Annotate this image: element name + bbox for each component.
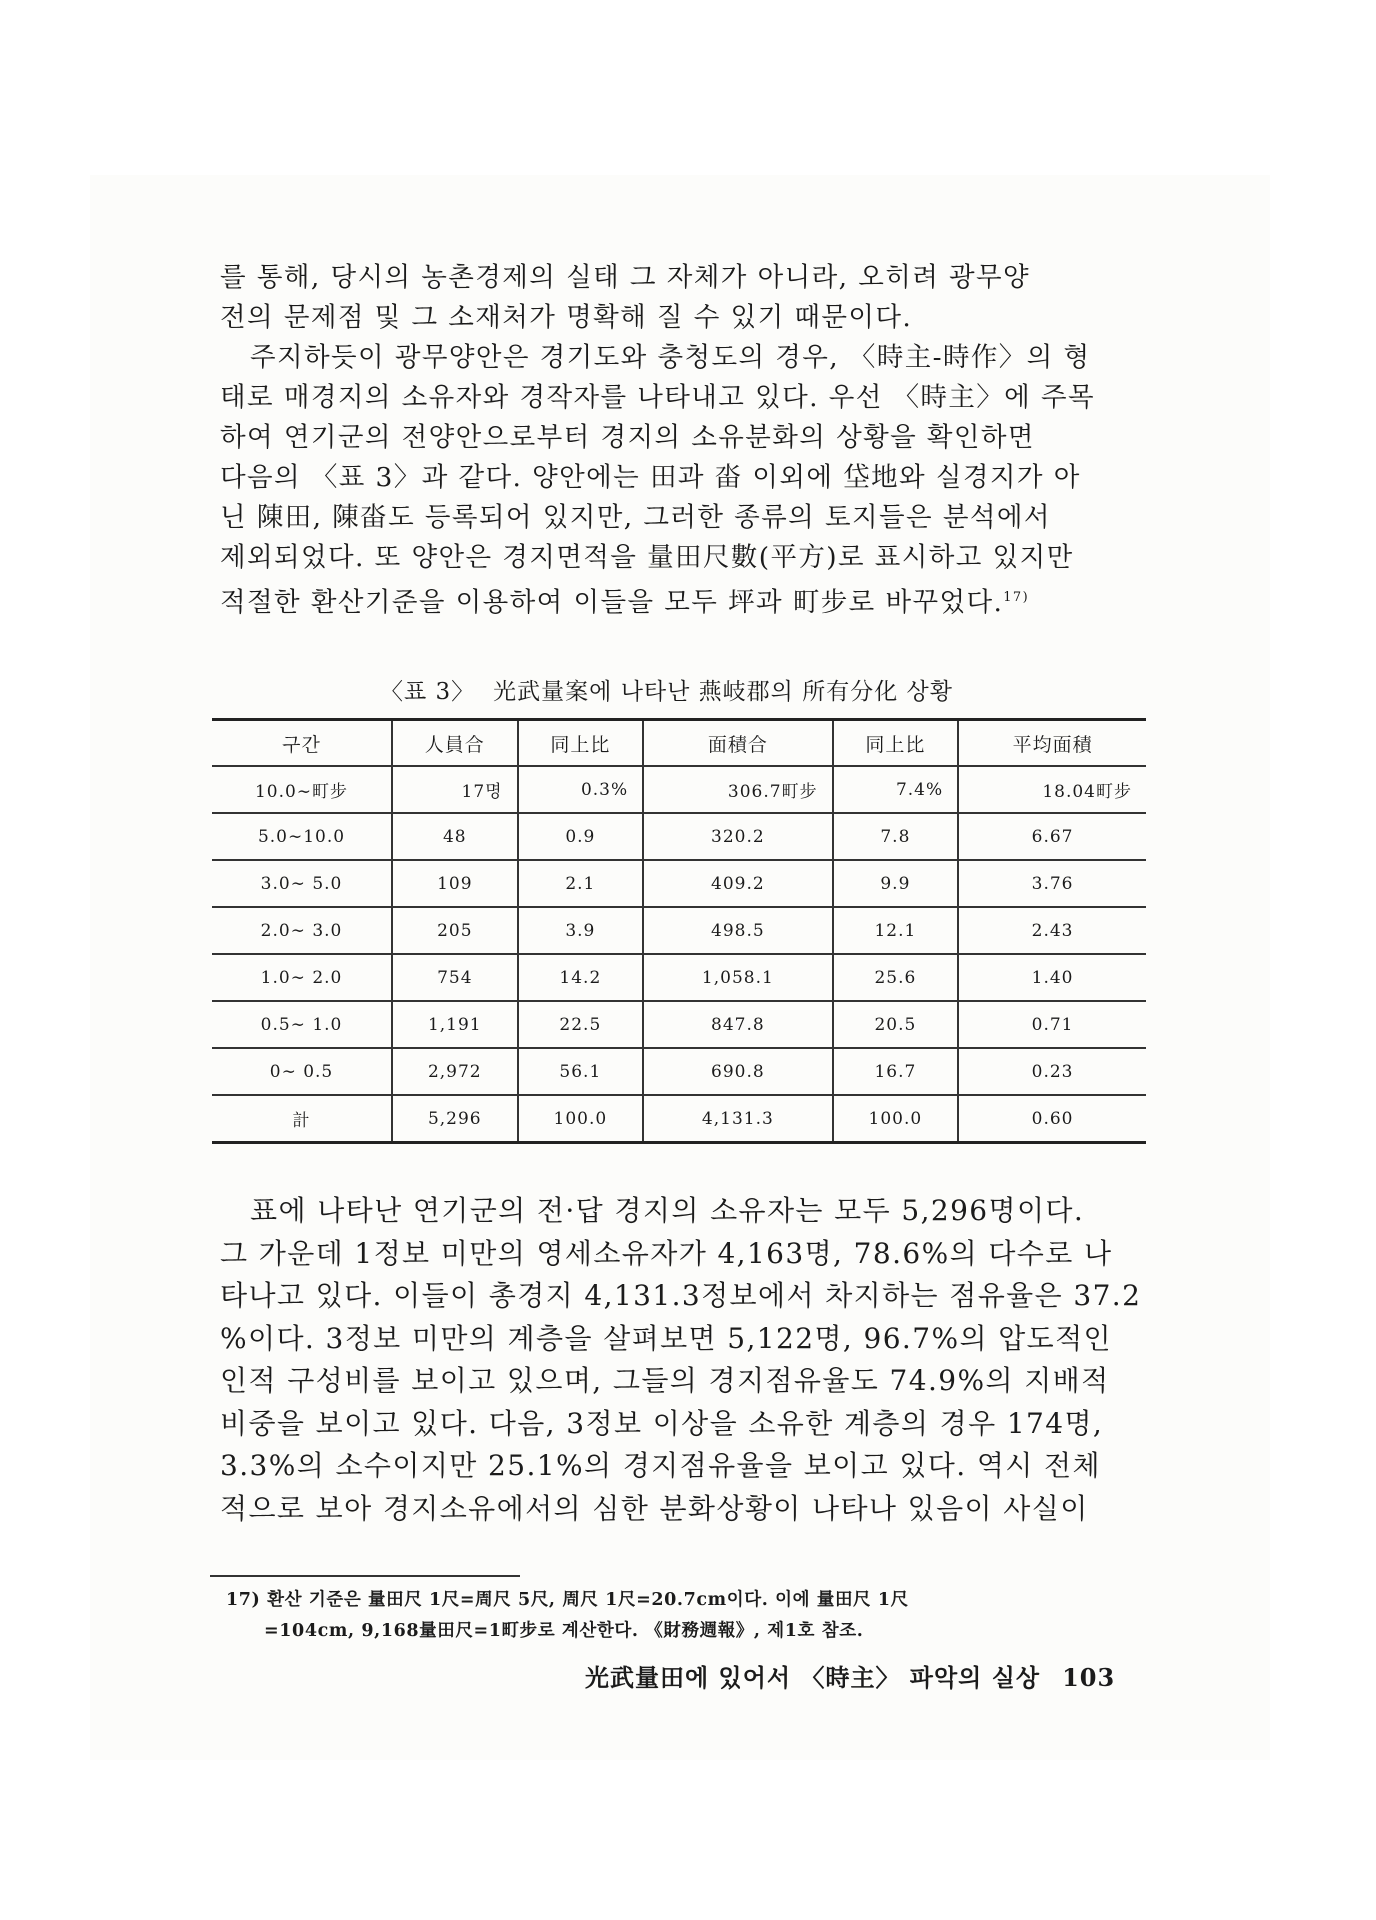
paragraph-analysis: [220, 1190, 1170, 1530]
cell-area: 4,131.3: [643, 1095, 832, 1143]
cell-average-area: 1.40: [958, 954, 1146, 1001]
cell-range: 計: [212, 1095, 392, 1143]
cell-persons: 5,296: [392, 1095, 518, 1143]
cell-persons: 1,191: [392, 1001, 518, 1048]
cell-area-ratio: 20.5: [833, 1001, 959, 1048]
col-header-range: 구간: [212, 720, 392, 767]
table-row: [212, 860, 1146, 907]
footnote-line: 17) 환산 기준은 量田尺 1尺=周尺 5尺, 周尺 1尺=20.7cm이다. 이에 量田尺 1尺: [226, 1590, 909, 1610]
footnote-line: =104cm, 9,168量田尺=1町步로 계산한다. 《財務週報》, 제1호 참조.: [264, 1621, 864, 1641]
paragraph-intro: [220, 258, 1160, 338]
cell-persons-ratio: 22.5: [518, 1001, 644, 1048]
text-line: 적으로 보아 경지소유에서의 심한 분화상황이 나타나 있음이 사실이: [220, 1491, 1089, 1525]
text-line: 비중을 보이고 있다. 다음, 3정보 이상을 소유한 계층의 경우 174명,: [220, 1406, 1104, 1440]
text-line: %이다. 3정보 미만의 계층을 살펴보면 5,122명, 96.7%의 압도적인: [220, 1321, 1112, 1355]
col-header-persons: 人員合: [392, 720, 518, 767]
col-header-area-ratio: 同上比: [833, 720, 959, 767]
page-number: 103: [1062, 1663, 1116, 1692]
footnote-reference[interactable]: 17): [1003, 590, 1030, 605]
table-label: 〈표 3〉: [380, 679, 476, 705]
table-row: [212, 813, 1146, 860]
cell-range: 3.0∼ 5.0: [212, 860, 392, 907]
cell-area: 847.8: [643, 1001, 832, 1048]
table-header-row: [212, 720, 1146, 767]
text-line: 태로 매경지의 소유자와 경작자를 나타내고 있다. 우선 〈時主〉에 주목: [220, 382, 1095, 413]
cell-average-area: 18.04町步: [958, 766, 1146, 813]
cell-persons-ratio: 2.1: [518, 860, 644, 907]
cell-persons-ratio: 14.2: [518, 954, 644, 1001]
cell-area-ratio: 9.9: [833, 860, 959, 907]
cell-range: 10.0∼町步: [212, 766, 392, 813]
text-line: 다음의 〈표 3〉과 같다. 양안에는 田과 畓 이외에 垈地와 실경지가 아: [220, 462, 1081, 493]
cell-persons-ratio: 3.9: [518, 907, 644, 954]
text-line: 표에 나타난 연기군의 전·답 경지의 소유자는 모두 5,296명이다.: [250, 1194, 1085, 1227]
table-row: [212, 1001, 1146, 1048]
footnote-divider: [210, 1575, 520, 1577]
col-header-area: 面積合: [643, 720, 832, 767]
text-line: 타나고 있다. 이들이 총경지 4,131.3정보에서 차지하는 점유율은 37.2: [220, 1279, 1142, 1312]
cell-range: 1.0∼ 2.0: [212, 954, 392, 1001]
text-line: 전의 문제점 및 그 소재처가 명확해 질 수 있기 때문이다.: [220, 302, 913, 333]
cell-persons: 48: [392, 813, 518, 860]
cell-area-ratio: 16.7: [833, 1048, 959, 1095]
cell-area: 690.8: [643, 1048, 832, 1095]
cell-range: 5.0∼10.0: [212, 813, 392, 860]
cell-area-ratio: 7.4%: [833, 766, 959, 813]
paragraph-method: [220, 338, 1160, 618]
text-line: 그 가운데 1정보 미만의 영세소유자가 4,163명, 78.6%의 다수로 나: [220, 1236, 1113, 1270]
cell-area: 498.5: [643, 907, 832, 954]
cell-average-area: 6.67: [958, 813, 1146, 860]
footnote-17: [226, 1585, 909, 1647]
cell-range: 0∼ 0.5: [212, 1048, 392, 1095]
table-row: [212, 907, 1146, 954]
col-header-persons-ratio: 同上比: [518, 720, 644, 767]
text-line: 주지하듯이 광무양안은 경기도와 충청도의 경우, 〈時主-時作〉의 형: [250, 342, 1091, 373]
cell-persons-ratio: 56.1: [518, 1048, 644, 1095]
cell-average-area: 0.23: [958, 1048, 1146, 1095]
cell-persons-ratio: 0.9: [518, 813, 644, 860]
text-line: 3.3%의 소수이지만 25.1%의 경지점유율을 보이고 있다. 역시 전체: [220, 1449, 1101, 1482]
cell-average-area: 2.43: [958, 907, 1146, 954]
running-title: 光武量田에 있어서 〈時主〉 파악의 실상: [585, 1663, 1041, 1692]
text-line: 인적 구성비를 보이고 있으며, 그들의 경지점유율도 74.9%의 지배적: [220, 1364, 1110, 1397]
running-footer: [585, 1658, 1115, 1693]
cell-persons: 109: [392, 860, 518, 907]
text-line-content: 적절한 환산기준을 이용하여 이들을 모두 坪과 町步로 바꾸었다.: [220, 586, 1004, 618]
table-row: [212, 766, 1146, 813]
cell-area: 306.7町步: [643, 766, 832, 813]
text-line: 를 통해, 당시의 농촌경제의 실태 그 자체가 아니라, 오히려 광무양: [220, 262, 1031, 293]
text-line: 제외되었다. 또 양안은 경지면적을 量田尺數(平方)로 표시하고 있지만: [220, 542, 1074, 573]
table-row: [212, 1048, 1146, 1095]
cell-persons: 205: [392, 907, 518, 954]
text-line: [220, 578, 1160, 618]
cell-range: 0.5∼ 1.0: [212, 1001, 392, 1048]
table-title: 光武量案에 나타난 燕岐郡의 所有分化 상황: [493, 679, 953, 705]
cell-persons: 754: [392, 954, 518, 1001]
text-line: 닌 陳田, 陳畓도 등록되어 있지만, 그러한 종류의 토지들은 분석에서: [220, 502, 1051, 533]
cell-area-ratio: 100.0: [833, 1095, 959, 1143]
cell-average-area: 0.71: [958, 1001, 1146, 1048]
cell-average-area: 3.76: [958, 860, 1146, 907]
table-total-row: [212, 1095, 1146, 1143]
table-caption: [380, 673, 971, 706]
table-row: [212, 954, 1146, 1001]
text-line: 하여 연기군의 전양안으로부터 경지의 소유분화의 상황을 확인하면: [220, 422, 1035, 453]
cell-area: 1,058.1: [643, 954, 832, 1001]
cell-persons-ratio: 100.0: [518, 1095, 644, 1143]
cell-persons-ratio: 0.3%: [518, 766, 644, 813]
table-ownership-distribution: [212, 718, 1146, 1144]
cell-area-ratio: 25.6: [833, 954, 959, 1001]
cell-area-ratio: 7.8: [833, 813, 959, 860]
cell-area-ratio: 12.1: [833, 907, 959, 954]
cell-persons: 2,972: [392, 1048, 518, 1095]
cell-area: 409.2: [643, 860, 832, 907]
cell-persons: 17명: [392, 766, 518, 813]
cell-average-area: 0.60: [958, 1095, 1146, 1143]
cell-area: 320.2: [643, 813, 832, 860]
col-header-average-area: 平均面積: [958, 720, 1146, 767]
cell-range: 2.0∼ 3.0: [212, 907, 392, 954]
